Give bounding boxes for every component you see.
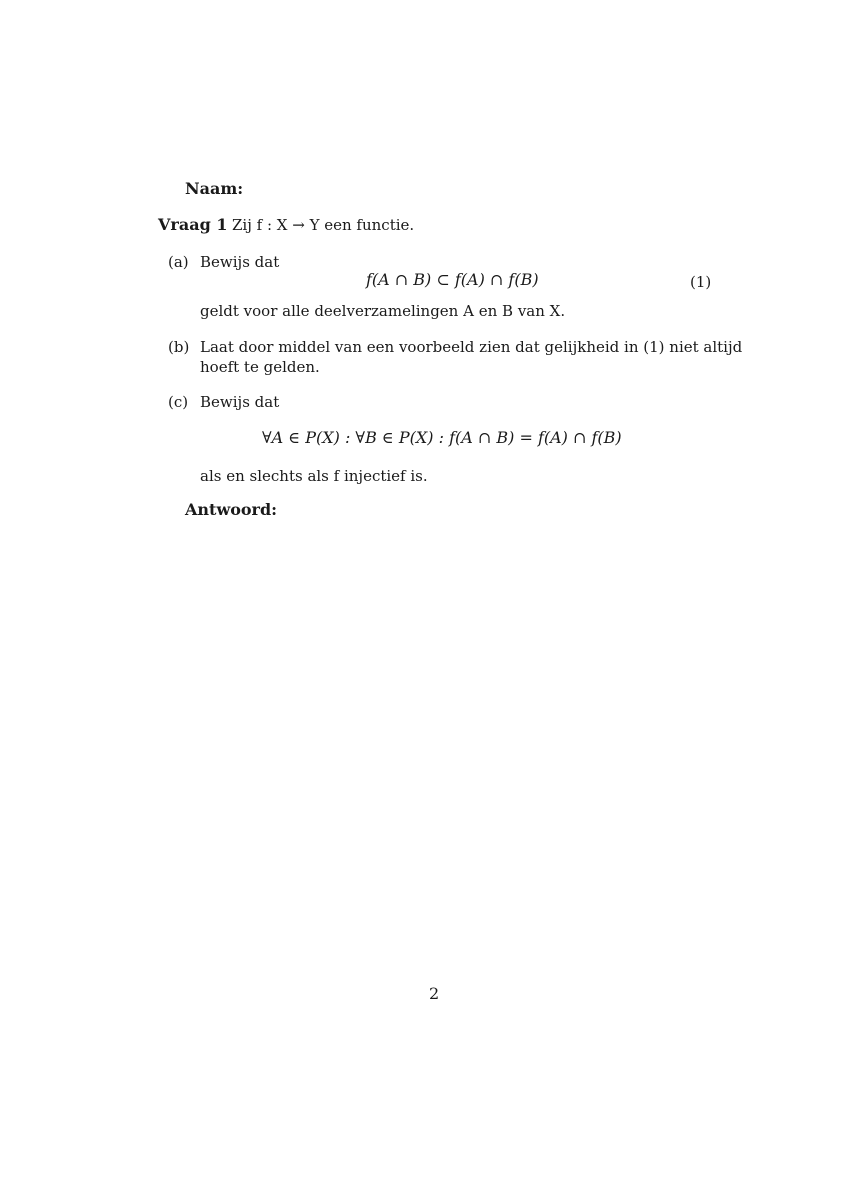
part-b-line2: hoeft te gelden. xyxy=(200,358,320,376)
equation-number: (1) xyxy=(690,273,712,291)
part-a-label: (a) xyxy=(168,253,189,271)
part-a-after: geldt voor alle deelverzamelingen A en B van X. xyxy=(200,302,566,320)
part-c-label: (c) xyxy=(168,393,189,411)
part-b-label: (b) xyxy=(168,338,190,356)
name-label: Naam: xyxy=(185,179,244,198)
part-c-after: als en slechts als f injectief is. xyxy=(200,467,428,485)
part-a-intro: Bewijs dat xyxy=(200,253,280,271)
part-c-equation: ∀A ∈ P(X) : ∀B ∈ P(X) : f(A ∩ B) = f(A) ∩ f(B) xyxy=(262,428,622,447)
page-number: 2 xyxy=(429,984,440,1003)
part-a-equation: f(A ∩ B) ⊂ f(A) ∩ f(B) xyxy=(366,270,539,289)
part-b-line1: Laat door middel van een voorbeeld zien dat gelijkheid in (1) niet altijd xyxy=(200,338,743,356)
answer-label: Antwoord: xyxy=(185,500,278,519)
question-label: Vraag 1 xyxy=(158,215,228,234)
question-intro: Zij f : X → Y een functie. xyxy=(232,216,415,234)
part-c-intro: Bewijs dat xyxy=(200,393,280,411)
